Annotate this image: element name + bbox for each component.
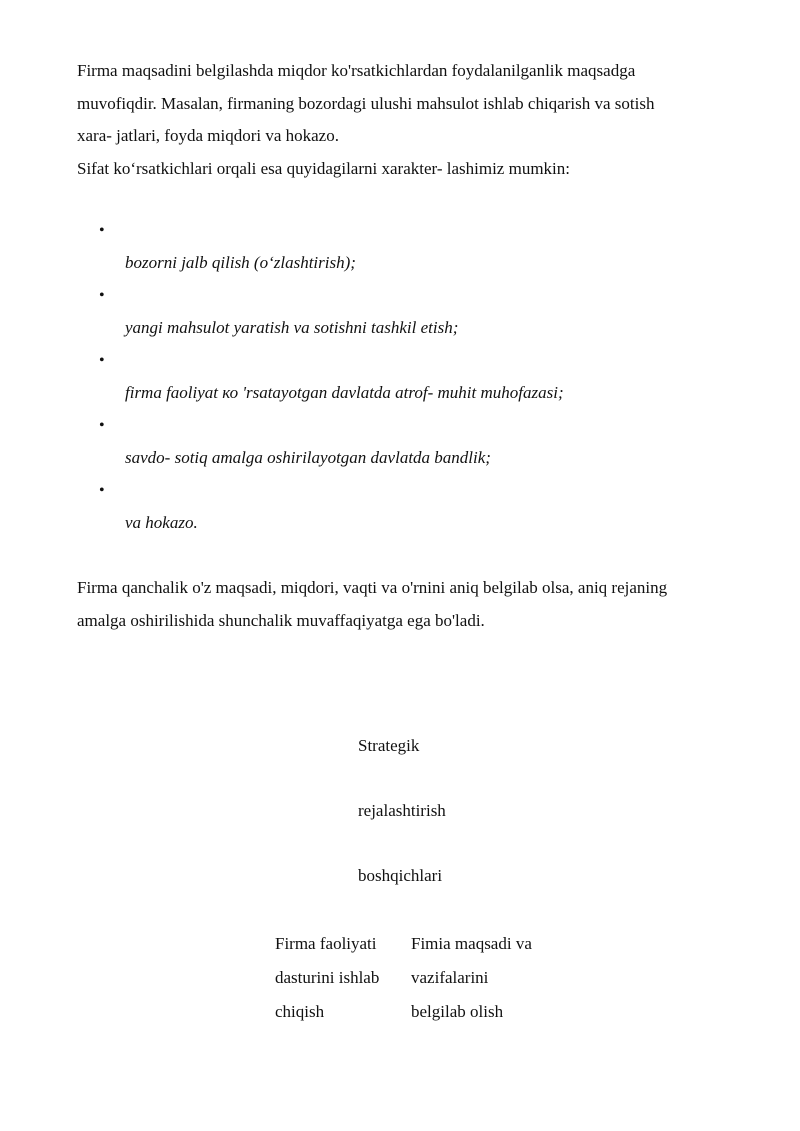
paragraph-line: Sifat ko‘rsatkichlari orqali esa quyidagilarni xarakter- lashimiz mumkin: — [77, 158, 570, 178]
paragraph-line: muvofiqdir. Masalan, firmaning bozordagi ulushi mahsulot ishlab chiqarish va sotish — [77, 93, 655, 113]
list-item-text: savdo- sotiq amalga oshirilayotgan davlatda bandlik; — [125, 448, 491, 467]
paragraph-line: Firma maqsadini belgilashda miqdor ko'rsatkichlardan foydalanilganlik maqsadga — [77, 61, 636, 80]
diagram-box-line: belgilab olish — [411, 1002, 504, 1021]
bullet-icon: • — [99, 417, 105, 434]
intro-paragraph — [77, 55, 737, 185]
list-item-text: va hokazo. — [125, 513, 198, 532]
diagram-box-line: Firma faoliyati — [275, 934, 377, 953]
bullet-icon: • — [99, 222, 105, 239]
conclusion-paragraph — [77, 572, 742, 637]
list-item-text: firma faoliyat ко 'rsatayotgan davlatda atrof- muhit muhofazasi; — [125, 383, 564, 402]
bullet-icon: • — [99, 287, 105, 304]
diagram-title-line: rejalashtirish — [358, 801, 446, 820]
list-item-text: yangi mahsulot yaratish va sotishni tashkil etish; — [125, 318, 459, 337]
paragraph-line: amalga oshirilishida shunchalik muvaffaqiyatga ega bo'ladi. — [77, 610, 485, 630]
diagram-right-box — [411, 927, 532, 1029]
paragraph-line: xara- jatlari, foyda miqdori va hokazo. — [77, 126, 339, 145]
diagram-box-line: chiqish — [275, 1002, 325, 1021]
diagram-left-box — [275, 927, 379, 1029]
diagram-box-line: dasturini ishlab — [275, 968, 380, 987]
bullet-icon: • — [99, 352, 105, 369]
bullet-icon: • — [99, 482, 105, 499]
diagram-title-line: Strategik — [358, 736, 420, 755]
list-item-text: bozorni jalb qilish (o‘zlashtirish); — [125, 253, 356, 272]
diagram-title-line: boshqichlari — [358, 866, 443, 885]
diagram-box-line: Fimia maqsadi va — [411, 934, 532, 953]
paragraph-line: Firma qanchalik o'z maqsadi, miqdori, vaqti va o'rnini aniq belgilab olsa, aniq rejaning — [77, 578, 668, 597]
diagram-box-line: vazifalarini — [411, 968, 489, 987]
